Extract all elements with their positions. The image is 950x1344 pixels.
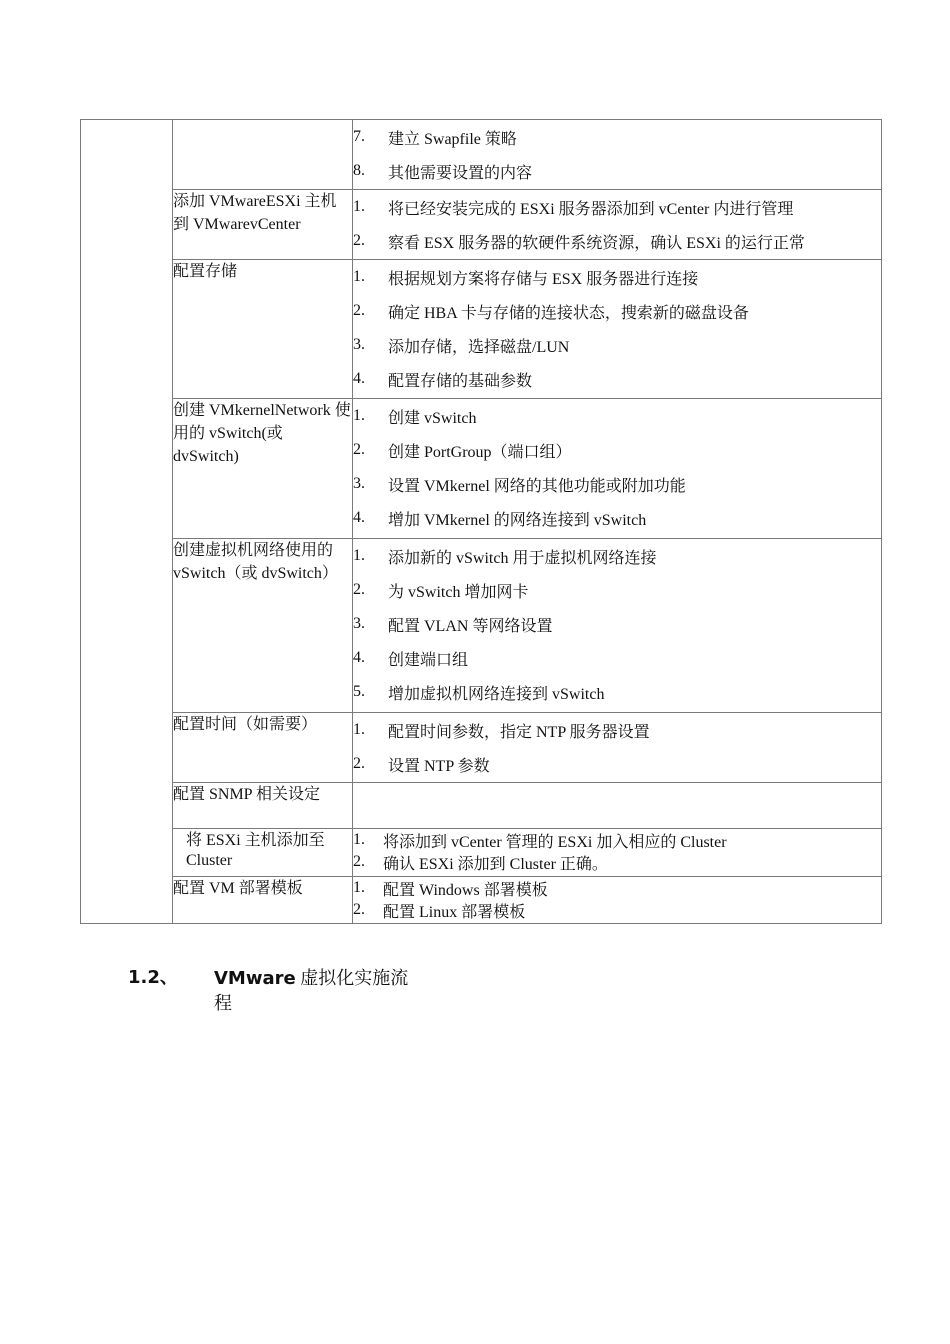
step-text: 确定 HBA 卡与存储的连接状态，搜索新的磁盘设备 xyxy=(388,304,749,322)
list-item xyxy=(353,747,881,781)
step-number: 7. xyxy=(353,128,365,145)
step-number: 1. xyxy=(353,721,365,738)
task-cell: 创建 VMkernelNetwork 使用的 vSwitch(或 dvSwitch) xyxy=(173,399,353,539)
phase-cell xyxy=(81,120,173,924)
table-row xyxy=(81,399,882,539)
list-item xyxy=(353,362,881,396)
steps-cell xyxy=(353,713,882,783)
list-item xyxy=(353,467,881,501)
list-item xyxy=(353,573,881,607)
steps-cell xyxy=(353,120,882,190)
table-row xyxy=(81,260,882,399)
task-cell xyxy=(173,120,353,190)
list-item xyxy=(353,399,881,433)
list-item xyxy=(353,675,881,709)
step-text: 添加新的 vSwitch 用于虚拟机网络连接 xyxy=(388,549,657,567)
step-text: 添加存储，选择磁盘/LUN xyxy=(388,338,570,356)
step-number: 2. xyxy=(353,441,365,458)
step-text: 配置存储的基础参数 xyxy=(388,372,533,390)
list-item xyxy=(353,539,881,573)
steps-cell xyxy=(353,829,882,877)
steps-cell xyxy=(353,877,882,924)
table-row xyxy=(81,539,882,713)
step-number: 5. xyxy=(353,683,365,700)
step-number: 1. xyxy=(353,879,365,896)
step-text: 其他需要设置的内容 xyxy=(388,164,533,182)
list-item xyxy=(353,641,881,675)
section-title xyxy=(214,966,424,1015)
section-brand: VMware xyxy=(214,968,296,989)
step-text: 创建 vSwitch xyxy=(388,409,477,427)
list-item xyxy=(353,851,881,873)
step-text: 设置 VMkernel 网络的其他功能或附加功能 xyxy=(388,477,686,495)
section-title-text: 虚拟化实施流程 xyxy=(214,968,409,1013)
task-cell: 配置存储 xyxy=(173,260,353,399)
steps-cell xyxy=(353,539,882,713)
task-cell: 将 ESXi 主机添加至 Cluster xyxy=(173,829,353,877)
step-number: 4. xyxy=(353,509,365,526)
list-item xyxy=(353,607,881,641)
list-item xyxy=(353,224,881,258)
table-row xyxy=(81,783,882,829)
steps-cell xyxy=(353,190,882,260)
list-item xyxy=(353,877,881,899)
step-number: 3. xyxy=(353,475,365,492)
step-text: 配置 VLAN 等网络设置 xyxy=(388,617,553,635)
task-cell: 创建虚拟机网络使用的 vSwitch（或 dvSwitch） xyxy=(173,539,353,713)
step-number: 4. xyxy=(353,649,365,666)
step-number: 1. xyxy=(353,268,365,285)
task-cell: 配置 VM 部署模板 xyxy=(173,877,353,924)
step-number: 3. xyxy=(353,615,365,632)
step-text: 为 vSwitch 增加网卡 xyxy=(388,583,529,601)
step-text: 配置 Windows 部署模板 xyxy=(383,881,548,899)
step-text: 根据规划方案将存储与 ESX 服务器进行连接 xyxy=(388,270,699,288)
step-text: 设置 NTP 参数 xyxy=(388,757,490,775)
list-item xyxy=(353,154,881,188)
step-number: 1. xyxy=(353,831,365,848)
table-row xyxy=(81,190,882,260)
step-text: 创建端口组 xyxy=(388,651,469,669)
step-text: 增加虚拟机网络连接到 vSwitch xyxy=(388,685,605,703)
step-number: 4. xyxy=(353,370,365,387)
step-number: 1. xyxy=(353,547,365,564)
list-item xyxy=(353,328,881,362)
step-number: 2. xyxy=(353,581,365,598)
steps-cell xyxy=(353,783,882,829)
table-row xyxy=(81,877,882,924)
step-number: 2. xyxy=(353,755,365,772)
step-text: 配置时间参数，指定 NTP 服务器设置 xyxy=(388,723,650,741)
list-item xyxy=(353,294,881,328)
steps-cell xyxy=(353,260,882,399)
step-text: 确认 ESXi 添加到 Cluster 正确。 xyxy=(383,855,608,873)
step-text: 将添加到 vCenter 管理的 ESXi 加入相应的 Cluster xyxy=(383,833,727,851)
step-number: 1. xyxy=(353,407,365,424)
table-row xyxy=(81,829,882,877)
table-row xyxy=(81,713,882,783)
list-item xyxy=(353,260,881,294)
step-text: 创建 PortGroup（端口组） xyxy=(388,443,572,461)
list-item xyxy=(353,829,881,851)
implementation-table xyxy=(80,119,882,924)
task-cell: 添加 VMwareESXi 主机到 VMwarevCenter xyxy=(173,190,353,260)
list-item xyxy=(353,899,881,921)
step-text: 将已经安装完成的 ESXi 服务器添加到 vCenter 内进行管理 xyxy=(388,200,794,218)
list-item xyxy=(353,120,881,154)
list-item xyxy=(353,713,881,747)
list-item xyxy=(353,433,881,467)
step-number: 2. xyxy=(353,302,365,319)
task-cell: 配置 SNMP 相关设定 xyxy=(173,783,353,829)
step-number: 2. xyxy=(353,901,365,918)
step-number: 8. xyxy=(353,162,365,179)
list-item xyxy=(353,501,881,535)
step-text: 增加 VMkernel 的网络连接到 vSwitch xyxy=(388,511,647,529)
table-row xyxy=(81,120,882,190)
step-number: 1. xyxy=(353,198,365,215)
step-text: 配置 Linux 部署模板 xyxy=(383,903,526,921)
list-item xyxy=(353,190,881,224)
step-number: 2. xyxy=(353,853,365,870)
step-text: 察看 ESX 服务器的软硬件系统资源，确认 ESXi 的运行正常 xyxy=(388,234,805,252)
step-number: 3. xyxy=(353,336,365,353)
section-number: 1.2、 xyxy=(128,967,178,988)
task-cell: 配置时间（如需要） xyxy=(173,713,353,783)
steps-cell xyxy=(353,399,882,539)
step-number: 2. xyxy=(353,232,365,249)
step-text: 建立 Swapfile 策略 xyxy=(388,130,517,148)
